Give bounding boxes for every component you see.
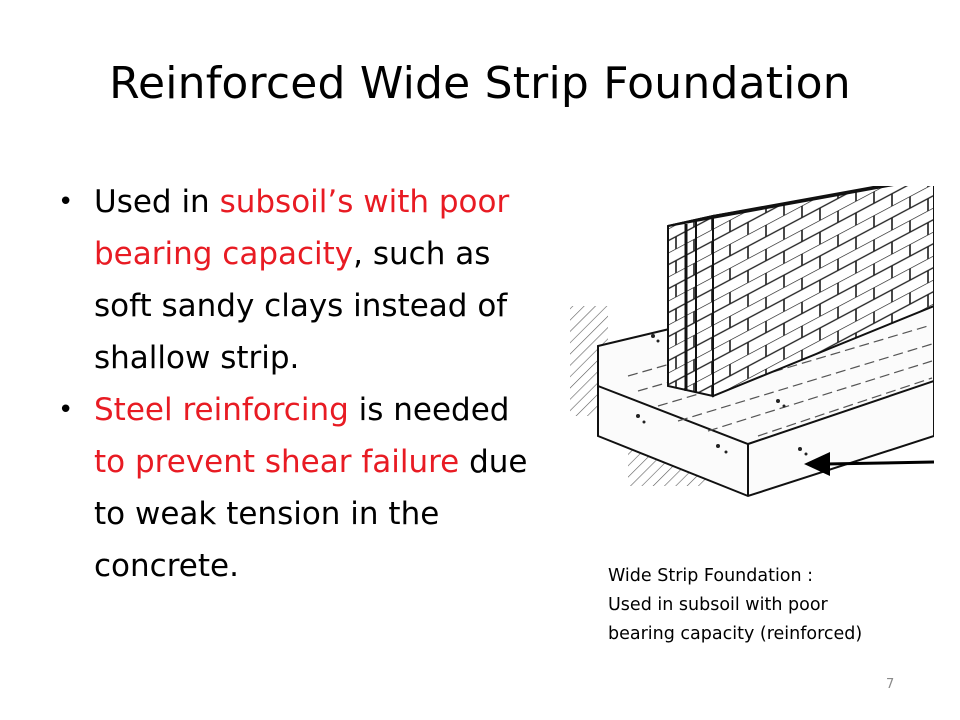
figure-caption — [608, 562, 928, 649]
page-number: 7 — [886, 677, 895, 692]
bullet-symbol: • — [58, 187, 74, 217]
bullet-text-part: due to weak tension in the concrete. — [94, 444, 528, 584]
bullet-highlight: subsoil’s with poor bearing capacity — [94, 184, 510, 272]
caption-line: Wide Strip Foundation : — [608, 566, 814, 586]
bullet-highlight: to prevent shear failure — [94, 444, 460, 480]
bullet-item — [54, 384, 544, 592]
caption-line: bearing capacity (reinforced) — [608, 624, 863, 644]
foundation-illustration — [568, 186, 934, 506]
bullet-text-part: Used in — [94, 184, 220, 220]
slide-title: Reinforced Wide Strip Foundation — [109, 58, 851, 109]
bullet-list — [54, 176, 544, 592]
bullet-text-part: , such as soft sandy clays instead of shallow strip. — [94, 236, 508, 376]
caption-line: Used in subsoil with poor — [608, 595, 828, 615]
bullet-symbol: • — [58, 395, 74, 425]
foundation-drawing — [568, 186, 934, 506]
bullet-highlight: Steel reinforcing — [94, 392, 349, 428]
bullet-item — [54, 176, 544, 384]
bullet-text-part: is needed — [348, 392, 510, 428]
